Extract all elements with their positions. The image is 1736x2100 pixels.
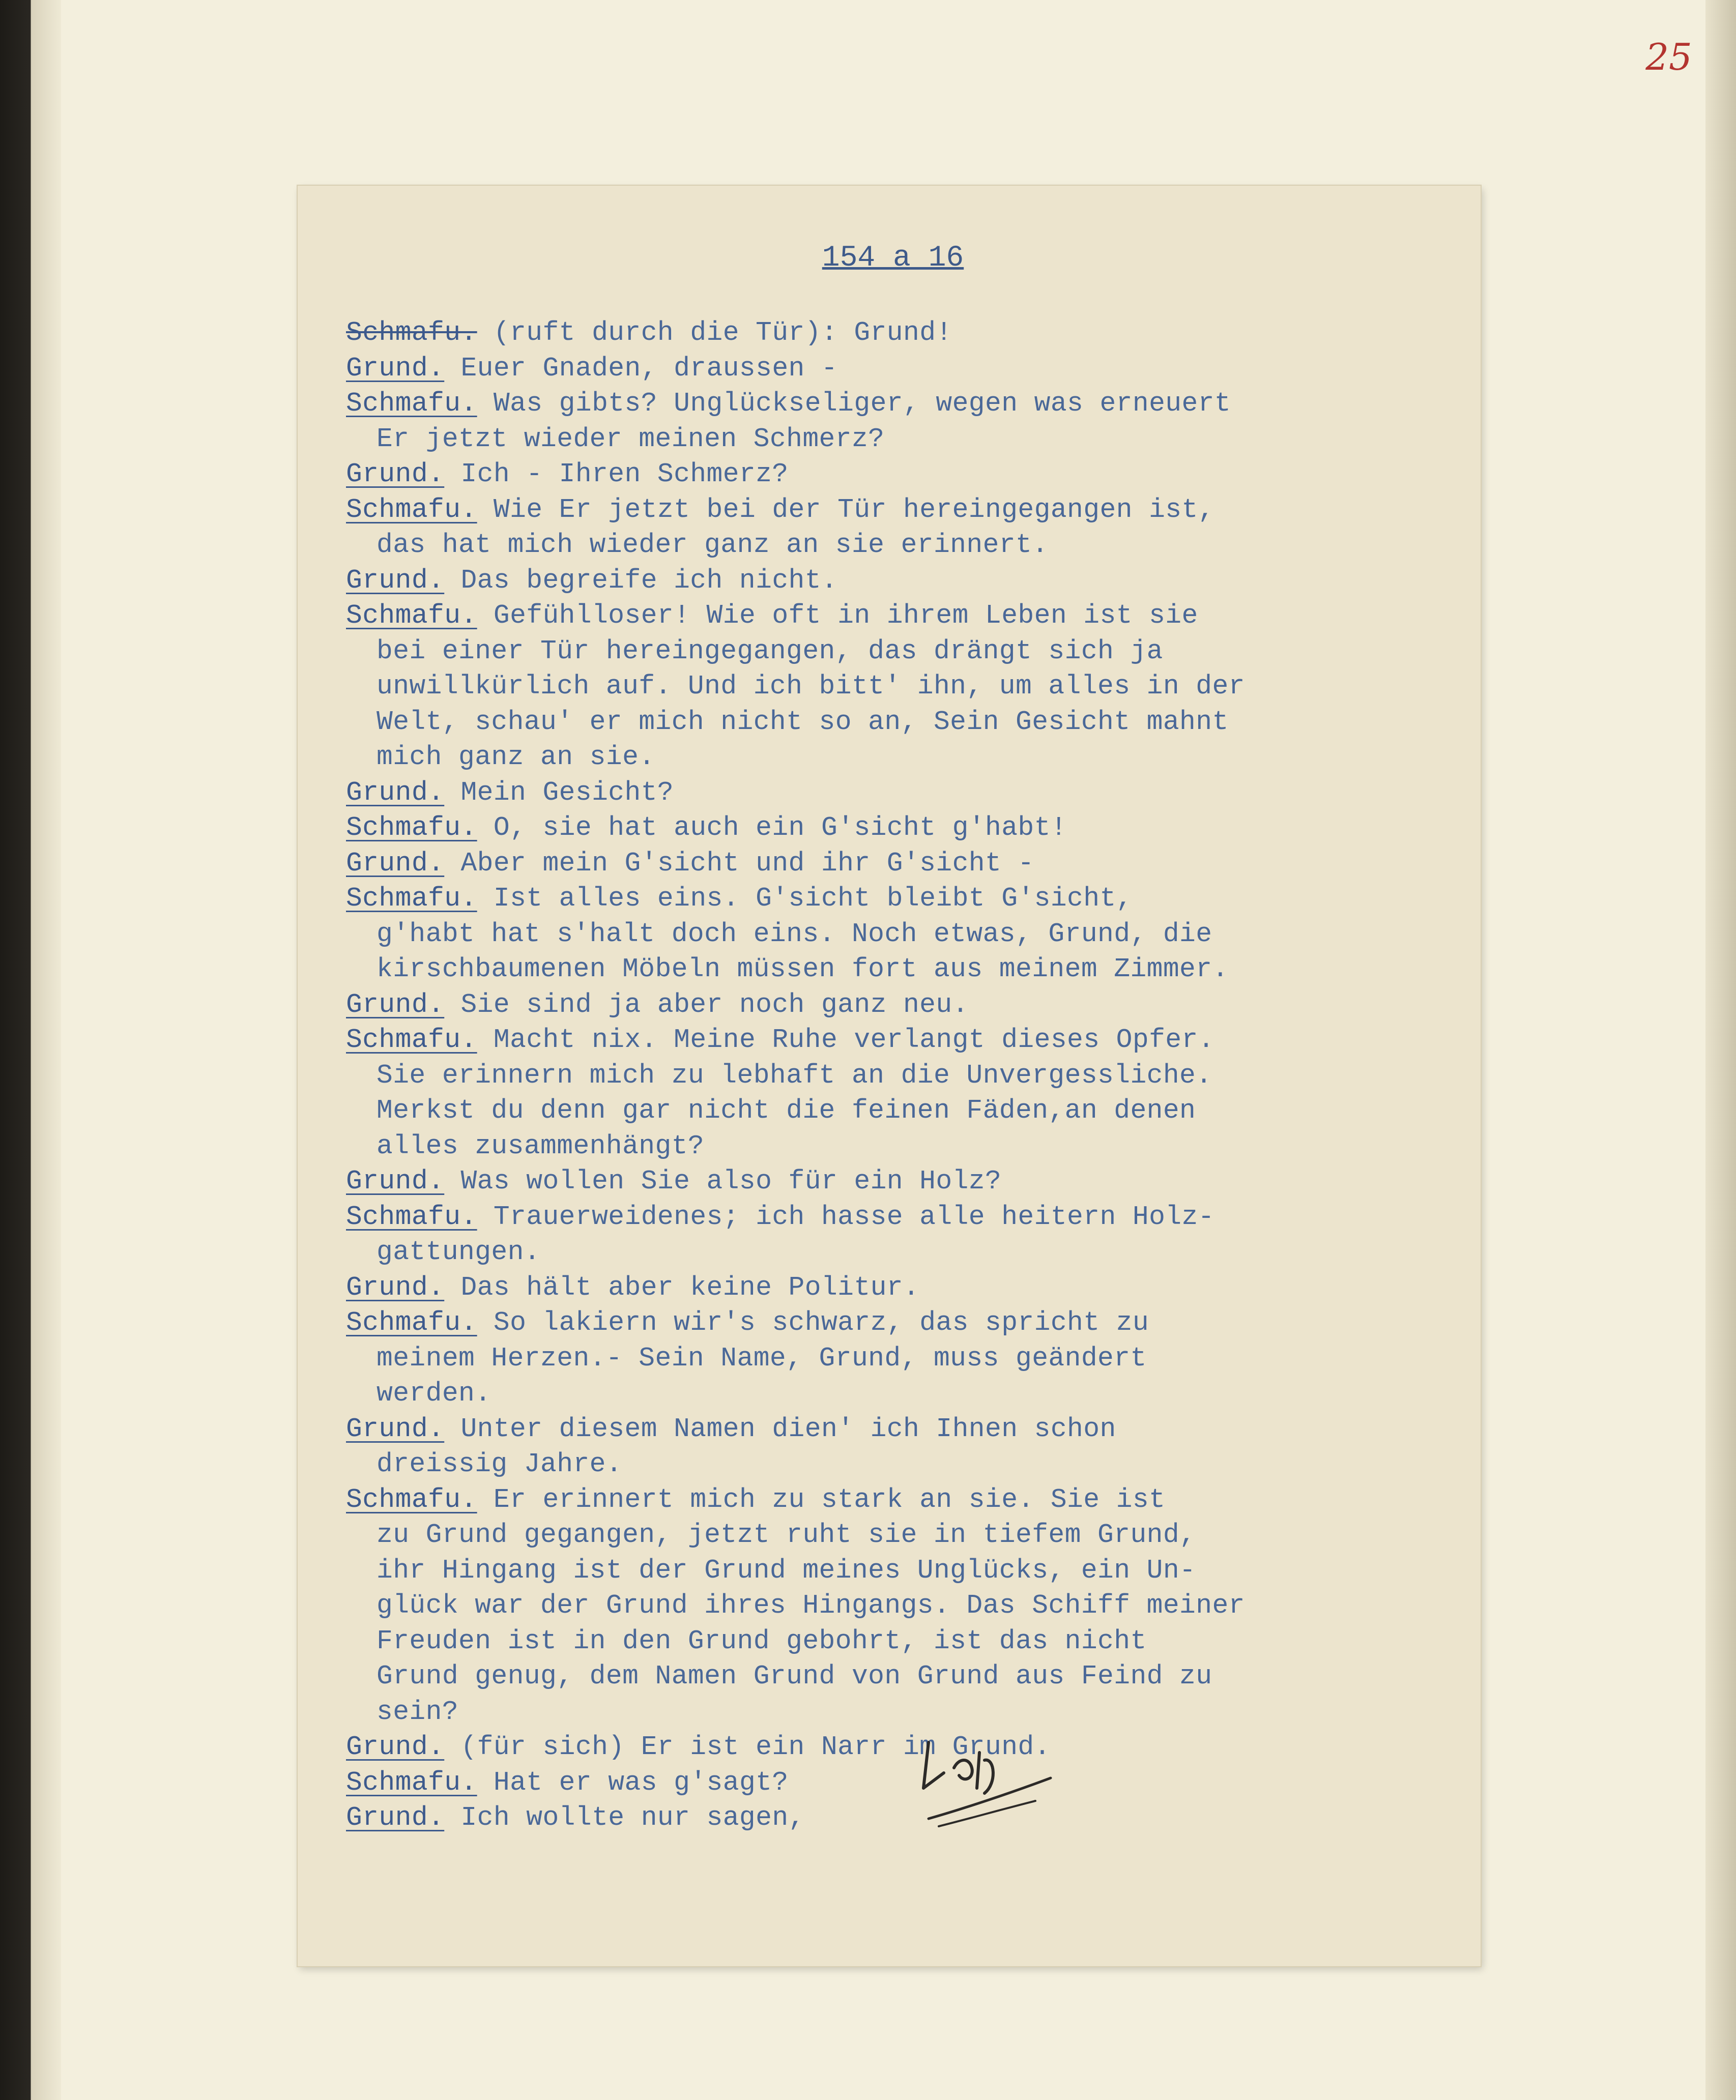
- script-line: [346, 1447, 1445, 1482]
- speaker-name: Schmafu.: [346, 600, 477, 631]
- line-text: zu Grund gegangen, jetzt ruht sie in tiefem Grund,: [377, 1520, 1196, 1550]
- script-line: [346, 1270, 1445, 1306]
- script-line: [346, 1518, 1445, 1553]
- line-text: werden.: [377, 1378, 491, 1409]
- line-text: Macht nix. Meine Ruhe verlangt dieses Opfer.: [477, 1025, 1214, 1055]
- script-line: [346, 1023, 1445, 1058]
- typed-sheet: [298, 186, 1481, 1966]
- script-line: [346, 422, 1445, 457]
- binding-edge: [0, 0, 61, 2100]
- page-number: 25: [1645, 36, 1692, 78]
- speaker-name: Grund.: [346, 459, 445, 489]
- speaker-name: Schmafu.: [346, 1767, 477, 1798]
- line-text: kirschbaumenen Möbeln müssen fort aus meinem Zimmer.: [377, 954, 1229, 984]
- script-line: [346, 846, 1445, 882]
- line-text: Trauerweidenes; ich hasse alle heitern Holz-: [477, 1201, 1214, 1232]
- speaker-name: Schmafu.: [346, 1484, 477, 1515]
- script-line: [346, 1765, 1445, 1801]
- script-line: [346, 563, 1445, 599]
- script-line: [346, 1305, 1445, 1341]
- script-line: [346, 1093, 1445, 1129]
- script-line: [346, 987, 1445, 1023]
- line-text: sein?: [377, 1696, 459, 1727]
- line-text: Das begreife ich nicht.: [444, 565, 838, 596]
- script-line: [346, 1624, 1445, 1659]
- line-text: Grund genug, dem Namen Grund von Grund aus Feind zu: [377, 1661, 1212, 1691]
- line-text: Welt, schau' er mich nicht so an, Sein Gesicht mahnt: [377, 706, 1229, 737]
- script-line: [346, 1058, 1445, 1094]
- speaker-name: Schmafu.: [346, 1025, 477, 1055]
- line-text: Aber mein G'sicht und ihr G'sicht -: [444, 848, 1034, 879]
- speaker-name: Schmafu.: [346, 494, 477, 525]
- line-text: (ruft durch die Tür): Grund!: [477, 317, 952, 348]
- speaker-name: Grund.: [346, 1732, 445, 1762]
- script-line: [346, 740, 1445, 775]
- script-line: [346, 1482, 1445, 1518]
- script-line: [346, 598, 1445, 634]
- script-line: [346, 1730, 1445, 1765]
- script-lines: [346, 315, 1445, 1836]
- line-text: gattungen.: [377, 1237, 541, 1267]
- line-text: Sie sind ja aber noch ganz neu.: [444, 989, 969, 1020]
- speaker-name: Schmafu.: [346, 317, 477, 348]
- line-text: O, sie hat auch ein G'sicht g'habt!: [477, 812, 1067, 843]
- line-text: So lakiern wir's schwarz, das spricht zu: [477, 1307, 1149, 1338]
- handwritten-signature: [908, 1712, 1061, 1834]
- line-text: Das hält aber keine Politur.: [444, 1272, 920, 1303]
- page-edge-shadow: [1705, 0, 1736, 2100]
- speaker-name: Grund.: [346, 1802, 445, 1833]
- sheet-title: 154 a 16: [822, 242, 964, 275]
- line-text: Er jetzt wieder meinen Schmerz?: [377, 423, 885, 454]
- line-text: unwillkürlich auf. Und ich bitt' ihn, um alles in der: [377, 671, 1245, 702]
- speaker-name: Schmafu.: [346, 388, 477, 419]
- script-line: [346, 1235, 1445, 1270]
- script-line: [346, 1588, 1445, 1624]
- speaker-name: Grund.: [346, 848, 445, 879]
- speaker-name: Grund.: [346, 777, 445, 808]
- script-line: [346, 386, 1445, 422]
- script-line: [346, 669, 1445, 705]
- speaker-name: Grund.: [346, 565, 445, 596]
- script-line: [346, 775, 1445, 811]
- script-line: [346, 634, 1445, 669]
- line-text: g'habt hat s'halt doch eins. Noch etwas, Grund, die: [377, 918, 1212, 949]
- line-text: Was wollen Sie also für ein Holz?: [444, 1166, 1002, 1197]
- script-line: [346, 1376, 1445, 1412]
- script-line: [346, 810, 1445, 846]
- script-line: [346, 1553, 1445, 1589]
- line-text: Er erinnert mich zu stark an sie. Sie ist: [477, 1484, 1166, 1515]
- speaker-name: Grund.: [346, 1413, 445, 1444]
- speaker-name: Grund.: [346, 989, 445, 1020]
- script-line: [346, 351, 1445, 387]
- script-line: [346, 457, 1445, 492]
- line-text: dreissig Jahre.: [377, 1449, 623, 1479]
- script-line: [346, 705, 1445, 740]
- line-text: Sie erinnern mich zu lebhaft an die Unvergessliche.: [377, 1060, 1212, 1091]
- line-text: Merkst du denn gar nicht die feinen Fäden,an denen: [377, 1095, 1196, 1126]
- line-text: Ich wollte nur sagen,: [444, 1802, 805, 1833]
- script-line: [346, 1129, 1445, 1164]
- script-line: [346, 952, 1445, 987]
- line-text: Unter diesem Namen dien' ich Ihnen schon: [444, 1413, 1116, 1444]
- speaker-name: Grund.: [346, 1166, 445, 1197]
- speaker-name: Grund.: [346, 1272, 445, 1303]
- script-line: [346, 881, 1445, 917]
- line-text: das hat mich wieder ganz an sie erinnert.: [377, 530, 1049, 560]
- line-text: Was gibts? Unglückseliger, wegen was erneuert: [477, 388, 1231, 419]
- speaker-name: Schmafu.: [346, 1307, 477, 1338]
- script-line: [346, 1800, 1445, 1836]
- line-text: Euer Gnaden, draussen -: [444, 353, 838, 384]
- line-text: Freuden ist in den Grund gebohrt, ist das nicht: [377, 1625, 1147, 1656]
- script-line: [346, 1412, 1445, 1447]
- line-text: meinem Herzen.- Sein Name, Grund, muss geändert: [377, 1343, 1147, 1374]
- script-line: [346, 1200, 1445, 1235]
- line-text: alles zusammenhängt?: [377, 1130, 705, 1161]
- speaker-name: Grund.: [346, 353, 445, 384]
- line-text: Ich - Ihren Schmerz?: [444, 459, 789, 489]
- line-text: Hat er was g'sagt?: [477, 1767, 789, 1798]
- line-text: Ist alles eins. G'sicht bleibt G'sicht,: [477, 883, 1133, 914]
- script-line: [346, 1164, 1445, 1200]
- speaker-name: Schmafu.: [346, 812, 477, 843]
- line-text: mich ganz an sie.: [377, 742, 655, 772]
- speaker-name: Schmafu.: [346, 1201, 477, 1232]
- line-text: glück war der Grund ihres Hingangs. Das Schiff meiner: [377, 1590, 1245, 1621]
- line-text: Wie Er jetzt bei der Tür hereingegangen ist,: [477, 494, 1214, 525]
- script-line: [346, 1659, 1445, 1695]
- script-line: [346, 492, 1445, 528]
- script-line: [346, 1695, 1445, 1730]
- speaker-name: Schmafu.: [346, 883, 477, 914]
- line-text: ihr Hingang ist der Grund meines Unglücks, ein Un-: [377, 1555, 1196, 1586]
- line-text: bei einer Tür hereingegangen, das drängt sich ja: [377, 635, 1163, 666]
- script-line: [346, 528, 1445, 563]
- line-text: Gefühlloser! Wie oft in ihrem Leben ist sie: [477, 600, 1198, 631]
- script-line: [346, 1341, 1445, 1377]
- script-line: [346, 917, 1445, 952]
- line-text: (für sich) Er ist ein Narr im Grund.: [444, 1732, 1051, 1762]
- script-line: [346, 315, 1445, 351]
- line-text: Mein Gesicht?: [444, 777, 674, 808]
